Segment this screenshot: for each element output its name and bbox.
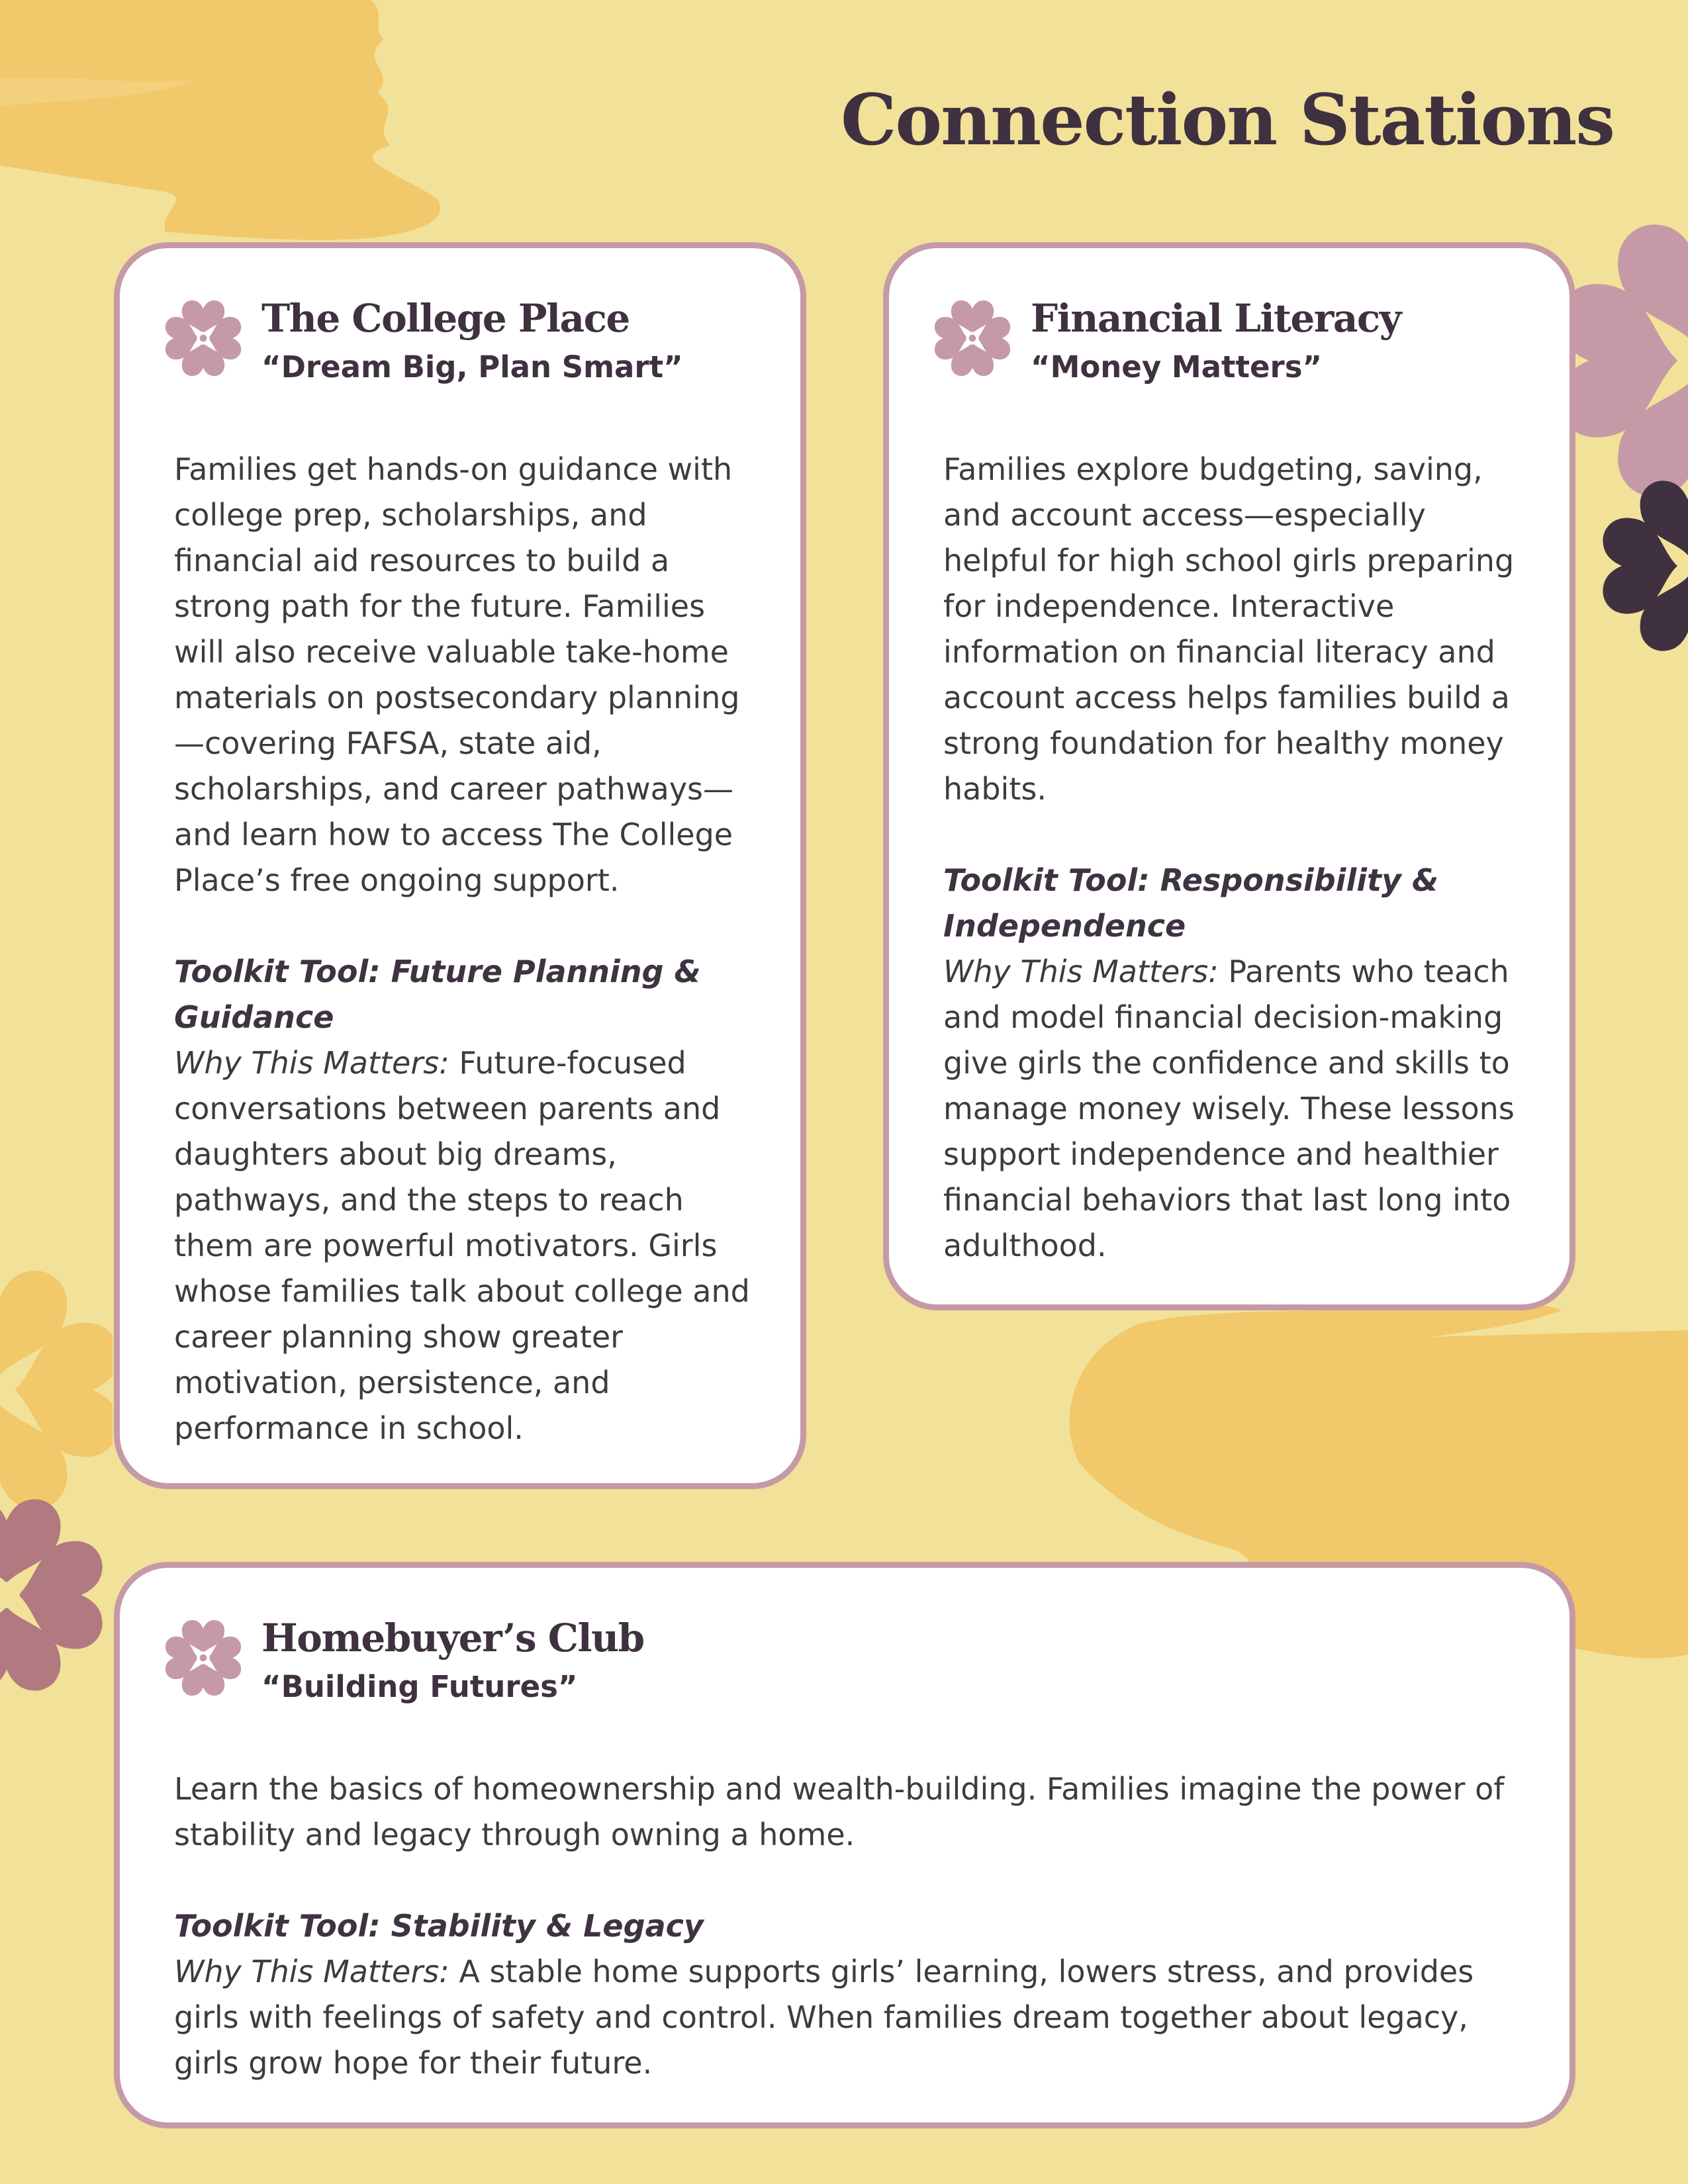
card-subtitle: “Building Futures”	[261, 1669, 578, 1704]
card-body	[174, 447, 757, 1451]
toolkit-tool-heading: Toolkit Tool: Responsibility & Independence	[943, 862, 1439, 944]
card-description: Families explore budgeting, saving, and account access—especially helpful for high school girls preparing for independence. Interactive information on financial literacy and account access helps families build a strong foundation for healthy money habits.	[943, 451, 1515, 807]
card-title: The College Place	[261, 296, 630, 341]
card-description: Families get hands-on guidance with college prep, scholarships, and financial aid resources to build a strong path for the future. Families will also receive valuable take-home materials on postsecondary planning —covering FAFSA, state aid, scholarships, and career pathways— and learn how to access The College Place’s free ongoing support.	[174, 451, 740, 898]
flower-icon	[930, 296, 1015, 381]
why-this-matters-text: A stable home supports girls’ learning, lowers stress, and provides girls with feelings of safety and control. When families dream together about legacy, girls grow hope for their future.	[174, 1954, 1474, 2081]
why-this-matters-text: Parents who teach and model financial decision-making give girls the confidence and skills to manage money wisely. These lessons support independence and healthier financial behaviors that last long into adulthood.	[943, 954, 1515, 1263]
why-this-matters	[174, 1040, 757, 1451]
why-this-matters-label: Why This Matters:	[174, 1954, 449, 1989]
station-card-college-place	[114, 242, 806, 1489]
card-subtitle: “Dream Big, Plan Smart”	[261, 349, 683, 385]
toolkit-tool-heading: Toolkit Tool: Future Planning & Guidance	[174, 954, 701, 1035]
toolkit-tool-heading: Toolkit Tool: Stability & Legacy	[174, 1908, 704, 1944]
flower-decoration-left-yellow	[0, 1257, 113, 1522]
flower-icon	[161, 296, 246, 381]
card-body	[943, 447, 1526, 1269]
why-this-matters-text: Future-focused conversations between parents and daughters about big dreams, pathways, and the steps to reach them are powerful motivators. Girls whose families talk about college and career planning show greater motivation, persistence, and performance in school.	[174, 1045, 750, 1446]
card-title: Financial Literacy	[1031, 296, 1401, 341]
why-this-matters	[174, 1949, 1524, 2086]
why-this-matters-label: Why This Matters:	[174, 1045, 449, 1081]
brush-stroke-top-left	[0, 0, 463, 245]
station-card-homebuyers-club	[114, 1562, 1575, 2128]
flower-icon	[161, 1615, 246, 1700]
flower-decoration-right-dark	[1582, 463, 1688, 662]
station-card-financial-literacy	[883, 242, 1575, 1310]
card-title: Homebuyer’s Club	[261, 1615, 644, 1661]
card-subtitle: “Money Matters”	[1031, 349, 1323, 385]
page-title: Connection Stations	[841, 78, 1614, 161]
why-this-matters	[943, 949, 1526, 1269]
flower-decoration-left-rose	[0, 1489, 113, 1701]
card-body	[174, 1766, 1524, 2086]
why-this-matters-label: Why This Matters:	[943, 954, 1219, 989]
card-description: Learn the basics of homeownership and wealth-building. Families imagine the power of stability and legacy through owning a home.	[174, 1771, 1505, 1852]
